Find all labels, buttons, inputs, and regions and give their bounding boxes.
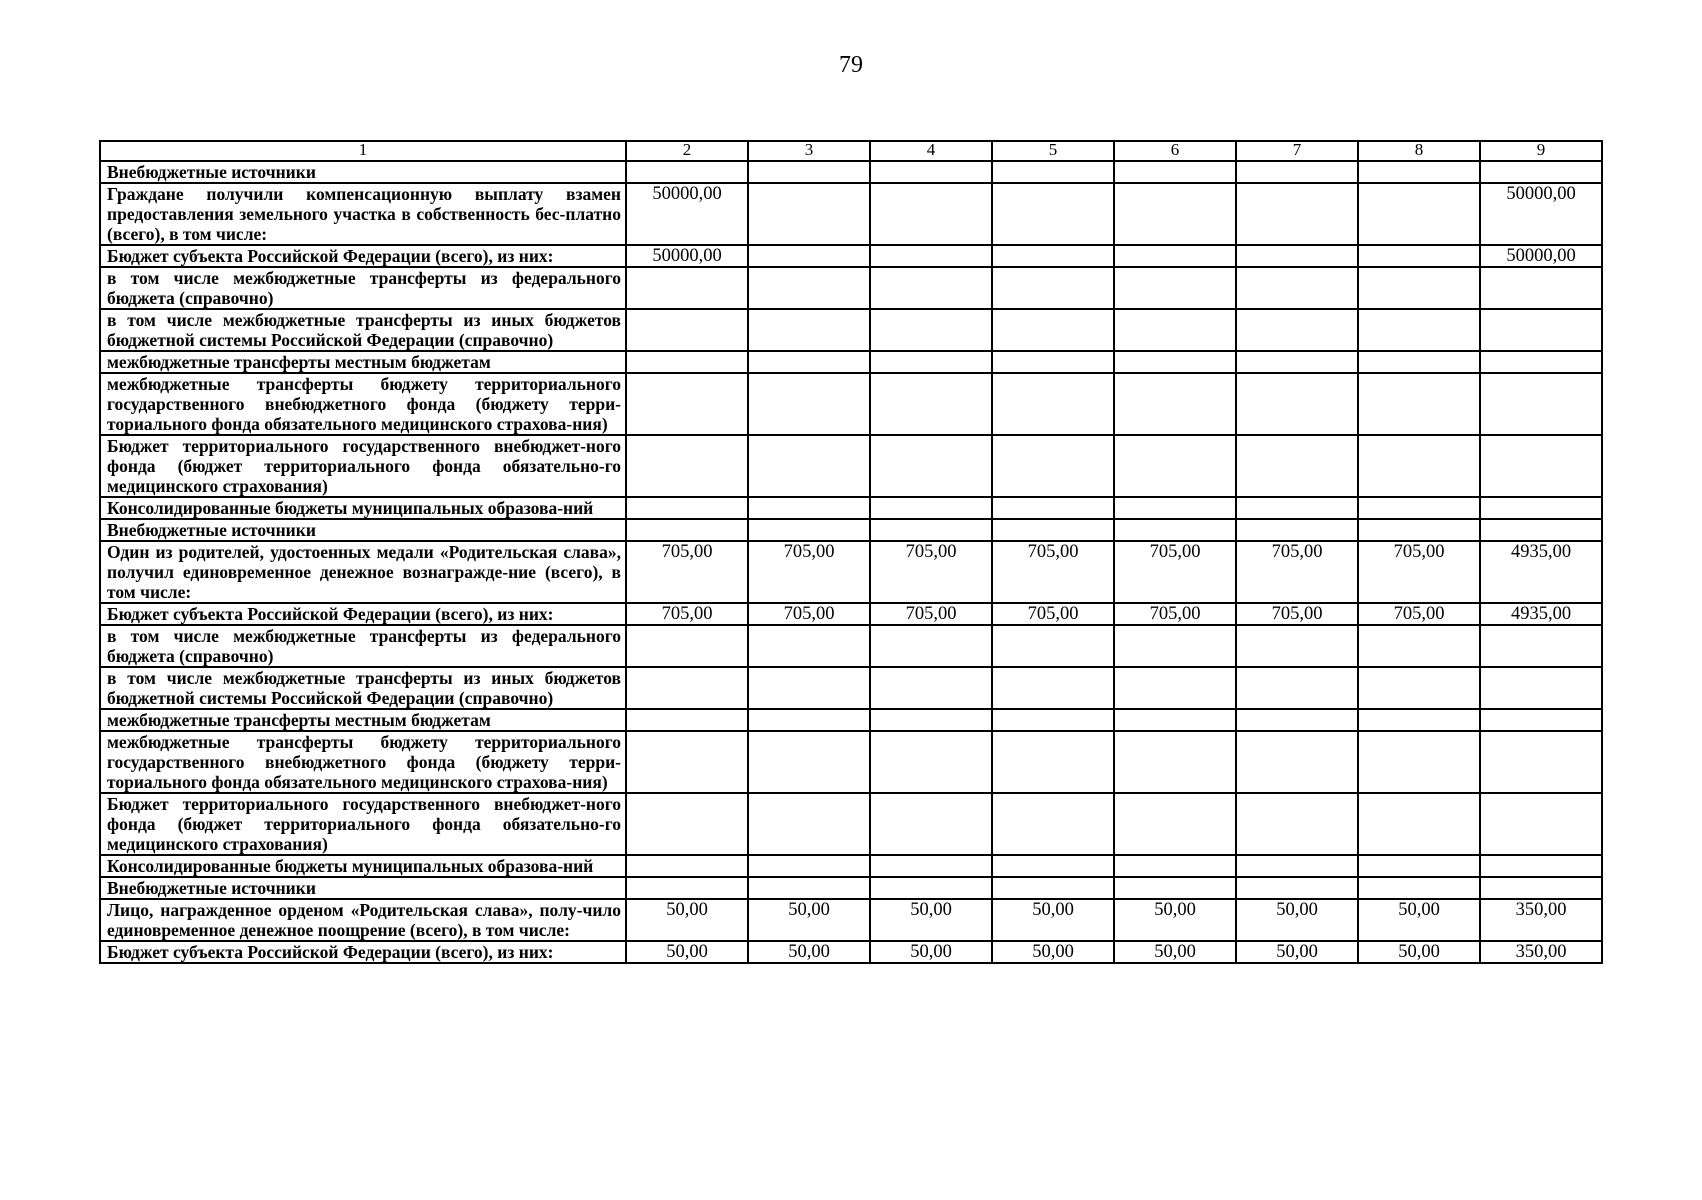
value-cell (992, 435, 1114, 497)
value-cell (870, 855, 992, 877)
value-cell: 50,00 (870, 899, 992, 941)
row-label: Бюджет субъекта Российской Федерации (всего), из них: (100, 941, 626, 963)
value-cell: 50,00 (1114, 941, 1236, 963)
value-cell: 705,00 (1358, 541, 1480, 603)
table-row (100, 267, 1602, 309)
table-row (100, 625, 1602, 667)
value-cell (1358, 877, 1480, 899)
value-cell (870, 877, 992, 899)
value-cell (626, 267, 748, 309)
value-cell (1114, 497, 1236, 519)
table-row (100, 899, 1602, 941)
value-cell (1114, 877, 1236, 899)
table-row (100, 709, 1602, 731)
value-cell (1358, 161, 1480, 183)
value-cell (870, 161, 992, 183)
value-cell (1236, 731, 1358, 793)
value-cell: 50,00 (1358, 941, 1480, 963)
table-row (100, 519, 1602, 541)
value-cell: 705,00 (1114, 541, 1236, 603)
value-cell (992, 877, 1114, 899)
value-cell (626, 877, 748, 899)
value-cell (1114, 309, 1236, 351)
table-row (100, 161, 1602, 183)
value-cell (1114, 245, 1236, 267)
value-cell (870, 709, 992, 731)
value-cell (1358, 625, 1480, 667)
row-label: Консолидированные бюджеты муниципальных образова-ний (100, 855, 626, 877)
row-label: Бюджет субъекта Российской Федерации (всего), из них: (100, 603, 626, 625)
row-label: межбюджетные трансферты бюджету территориального государственного внебюджетного фонда (бюджету терри-ториального фонда обязательного медицинского страхова-ния) (100, 731, 626, 793)
value-cell (1358, 267, 1480, 309)
table-row (100, 731, 1602, 793)
value-cell (992, 183, 1114, 245)
value-cell (626, 351, 748, 373)
table-row (100, 183, 1602, 245)
value-cell (870, 625, 992, 667)
value-cell (1480, 435, 1602, 497)
value-cell: 350,00 (1480, 941, 1602, 963)
value-cell (992, 855, 1114, 877)
value-cell (1480, 667, 1602, 709)
row-label: в том числе межбюджетные трансферты из федерального бюджета (справочно) (100, 625, 626, 667)
value-cell (992, 731, 1114, 793)
value-cell (1114, 855, 1236, 877)
value-cell: 705,00 (1114, 603, 1236, 625)
value-cell (1114, 793, 1236, 855)
value-cell: 705,00 (1236, 603, 1358, 625)
value-cell (992, 709, 1114, 731)
value-cell: 705,00 (870, 603, 992, 625)
value-cell (748, 519, 870, 541)
value-cell (870, 373, 992, 435)
value-cell (992, 497, 1114, 519)
budget-table (99, 140, 1603, 964)
column-header: 8 (1358, 141, 1480, 161)
value-cell (1236, 351, 1358, 373)
value-cell: 50,00 (626, 899, 748, 941)
value-cell: 705,00 (1236, 541, 1358, 603)
value-cell (1114, 731, 1236, 793)
value-cell (626, 497, 748, 519)
value-cell (1114, 161, 1236, 183)
value-cell (748, 667, 870, 709)
column-header: 3 (748, 141, 870, 161)
value-cell (1114, 267, 1236, 309)
value-cell (626, 625, 748, 667)
value-cell (1236, 161, 1358, 183)
value-cell (1480, 855, 1602, 877)
value-cell (1480, 309, 1602, 351)
column-header: 4 (870, 141, 992, 161)
value-cell: 50000,00 (1480, 245, 1602, 267)
row-label: Лицо, награжденное орденом «Родительская слава», полу-чило единовременное денежное поощрение (всего), в том числе: (100, 899, 626, 941)
value-cell: 4935,00 (1480, 541, 1602, 603)
value-cell (1358, 793, 1480, 855)
value-cell: 50,00 (1236, 941, 1358, 963)
value-cell (626, 731, 748, 793)
value-cell (1236, 373, 1358, 435)
value-cell (748, 793, 870, 855)
table-row (100, 541, 1602, 603)
value-cell (1114, 435, 1236, 497)
value-cell (1358, 667, 1480, 709)
value-cell (626, 855, 748, 877)
value-cell (626, 709, 748, 731)
value-cell: 705,00 (992, 603, 1114, 625)
value-cell: 705,00 (626, 603, 748, 625)
row-label: Бюджет территориального государственного внебюджет-ного фонда (бюджет территориального фонда обязательно-го медицинского страхования) (100, 435, 626, 497)
value-cell (1480, 161, 1602, 183)
value-cell (870, 245, 992, 267)
row-label: Внебюджетные источники (100, 877, 626, 899)
value-cell: 50,00 (992, 899, 1114, 941)
value-cell (748, 267, 870, 309)
row-label: Граждане получили компенсационную выплату взамен предоставления земельного участка в собственность бес-платно (всего), в том числе: (100, 183, 626, 245)
value-cell (1236, 435, 1358, 497)
value-cell: 705,00 (748, 541, 870, 603)
value-cell (992, 667, 1114, 709)
value-cell (1358, 309, 1480, 351)
value-cell (992, 351, 1114, 373)
value-cell (748, 183, 870, 245)
value-cell: 50000,00 (626, 183, 748, 245)
value-cell: 705,00 (1358, 603, 1480, 625)
table-row (100, 373, 1602, 435)
value-cell (1114, 519, 1236, 541)
column-header: 5 (992, 141, 1114, 161)
value-cell (1236, 309, 1358, 351)
value-cell (870, 267, 992, 309)
table-row (100, 603, 1602, 625)
value-cell: 350,00 (1480, 899, 1602, 941)
header-row (100, 141, 1602, 161)
value-cell (748, 877, 870, 899)
value-cell (1358, 731, 1480, 793)
value-cell (1114, 667, 1236, 709)
value-cell (1236, 667, 1358, 709)
value-cell (1236, 625, 1358, 667)
value-cell (1480, 497, 1602, 519)
column-header: 2 (626, 141, 748, 161)
value-cell (1480, 519, 1602, 541)
table-body (100, 161, 1602, 963)
value-cell (748, 351, 870, 373)
value-cell (870, 183, 992, 245)
table-row (100, 497, 1602, 519)
row-label: межбюджетные трансферты местным бюджетам (100, 351, 626, 373)
row-label: Внебюджетные источники (100, 161, 626, 183)
value-cell (626, 373, 748, 435)
row-label: в том числе межбюджетные трансферты из федерального бюджета (справочно) (100, 267, 626, 309)
value-cell: 50,00 (870, 941, 992, 963)
value-cell (1480, 877, 1602, 899)
value-cell (1236, 497, 1358, 519)
value-cell (870, 667, 992, 709)
value-cell: 705,00 (992, 541, 1114, 603)
value-cell (870, 731, 992, 793)
value-cell (1114, 625, 1236, 667)
value-cell (748, 435, 870, 497)
value-cell (1358, 351, 1480, 373)
table-row (100, 351, 1602, 373)
value-cell (626, 309, 748, 351)
table-row (100, 793, 1602, 855)
value-cell (1236, 519, 1358, 541)
value-cell: 50,00 (748, 941, 870, 963)
value-cell: 4935,00 (1480, 603, 1602, 625)
table-header (100, 141, 1602, 161)
value-cell (626, 435, 748, 497)
value-cell: 50,00 (992, 941, 1114, 963)
value-cell (1480, 351, 1602, 373)
table-row (100, 877, 1602, 899)
value-cell (1236, 267, 1358, 309)
value-cell: 50,00 (1358, 899, 1480, 941)
value-cell (1236, 709, 1358, 731)
value-cell: 50,00 (748, 899, 870, 941)
value-cell (870, 519, 992, 541)
value-cell (1114, 709, 1236, 731)
value-cell (992, 793, 1114, 855)
row-label: межбюджетные трансферты бюджету территориального государственного внебюджетного фонда (бюджету терри-ториального фонда обязательного медицинского страхова-ния) (100, 373, 626, 435)
row-label: Один из родителей, удостоенных медали «Родительская слава», получил единовременное денежное вознагражде-ние (всего), в том числе: (100, 541, 626, 603)
row-label: Консолидированные бюджеты муниципальных образова-ний (100, 497, 626, 519)
value-cell (748, 709, 870, 731)
value-cell (748, 855, 870, 877)
value-cell: 50,00 (626, 941, 748, 963)
value-cell (992, 373, 1114, 435)
value-cell (748, 731, 870, 793)
value-cell (748, 625, 870, 667)
row-label: Бюджет субъекта Российской Федерации (всего), из них: (100, 245, 626, 267)
value-cell (1236, 855, 1358, 877)
page-number: 79 (839, 52, 863, 78)
value-cell: 705,00 (626, 541, 748, 603)
value-cell (748, 161, 870, 183)
value-cell (1358, 435, 1480, 497)
value-cell (992, 245, 1114, 267)
value-cell (1358, 709, 1480, 731)
value-cell (1114, 351, 1236, 373)
value-cell (1480, 267, 1602, 309)
value-cell (870, 309, 992, 351)
value-cell (870, 351, 992, 373)
table-row (100, 309, 1602, 351)
value-cell (748, 245, 870, 267)
value-cell (1358, 855, 1480, 877)
value-cell (748, 497, 870, 519)
value-cell (1358, 183, 1480, 245)
row-label: межбюджетные трансферты местным бюджетам (100, 709, 626, 731)
value-cell (626, 519, 748, 541)
value-cell (992, 161, 1114, 183)
table-row (100, 245, 1602, 267)
value-cell: 50,00 (1236, 899, 1358, 941)
value-cell (1480, 373, 1602, 435)
value-cell (992, 309, 1114, 351)
value-cell (870, 435, 992, 497)
value-cell: 50000,00 (626, 245, 748, 267)
value-cell (992, 519, 1114, 541)
value-cell (626, 793, 748, 855)
table-row (100, 435, 1602, 497)
column-header: 9 (1480, 141, 1602, 161)
value-cell (748, 309, 870, 351)
value-cell (1236, 245, 1358, 267)
value-cell (992, 625, 1114, 667)
value-cell (626, 667, 748, 709)
row-label: Бюджет территориального государственного внебюджет-ного фонда (бюджет территориального фонда обязательно-го медицинского страхования) (100, 793, 626, 855)
row-label: в том числе межбюджетные трансферты из иных бюджетов бюджетной системы Российской Федерации (справочно) (100, 309, 626, 351)
value-cell (870, 793, 992, 855)
value-cell (992, 267, 1114, 309)
value-cell (1358, 519, 1480, 541)
value-cell (1358, 497, 1480, 519)
value-cell (1114, 373, 1236, 435)
value-cell (1480, 709, 1602, 731)
column-header: 7 (1236, 141, 1358, 161)
value-cell (1480, 793, 1602, 855)
table-row (100, 667, 1602, 709)
value-cell (1236, 793, 1358, 855)
value-cell: 705,00 (748, 603, 870, 625)
row-label: Внебюджетные источники (100, 519, 626, 541)
table-row (100, 941, 1602, 963)
column-header: 1 (100, 141, 626, 161)
value-cell (1236, 183, 1358, 245)
value-cell (1480, 731, 1602, 793)
value-cell (1358, 373, 1480, 435)
value-cell (748, 373, 870, 435)
value-cell: 50,00 (1114, 899, 1236, 941)
value-cell: 50000,00 (1480, 183, 1602, 245)
row-label: в том числе межбюджетные трансферты из иных бюджетов бюджетной системы Российской Федерации (справочно) (100, 667, 626, 709)
value-cell (1114, 183, 1236, 245)
value-cell (870, 497, 992, 519)
value-cell (1236, 877, 1358, 899)
table-row (100, 855, 1602, 877)
value-cell (1480, 625, 1602, 667)
column-header: 6 (1114, 141, 1236, 161)
value-cell: 705,00 (870, 541, 992, 603)
value-cell (626, 161, 748, 183)
value-cell (1358, 245, 1480, 267)
